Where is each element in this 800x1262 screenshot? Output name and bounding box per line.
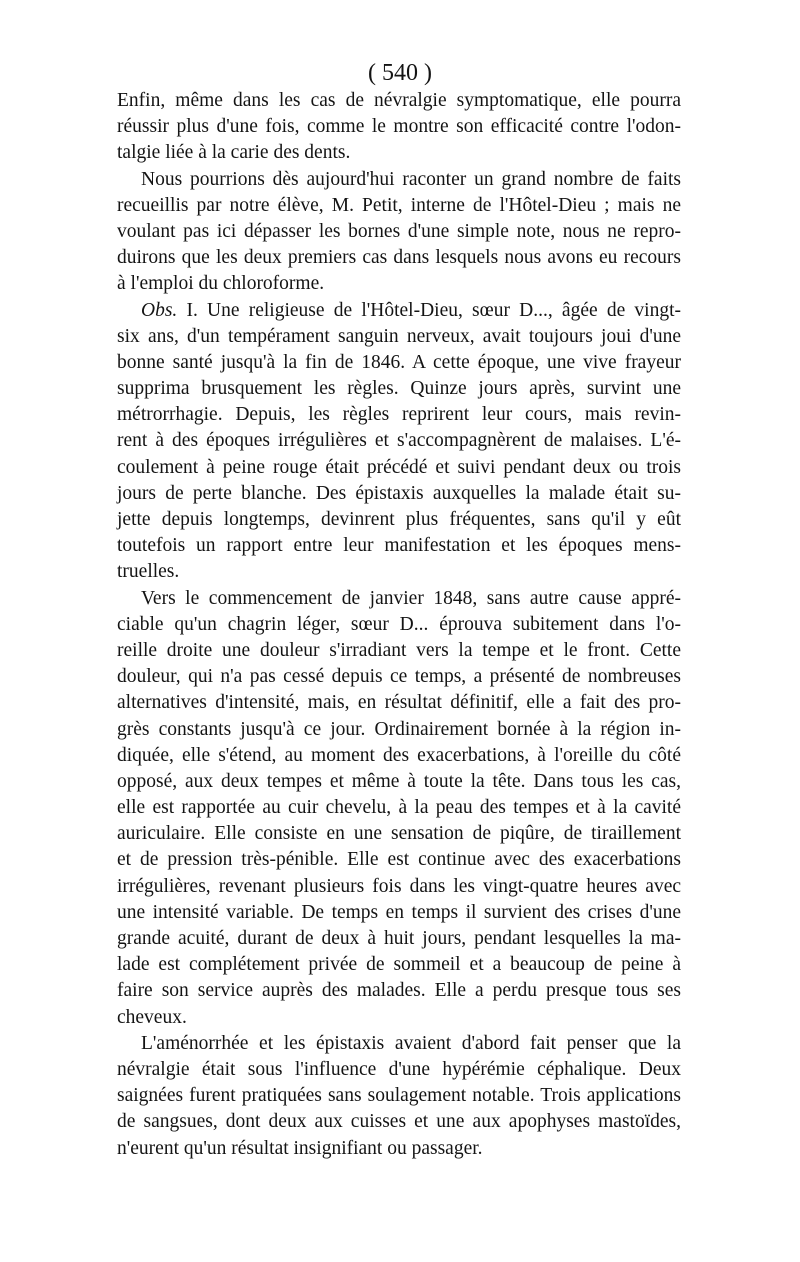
- paragraph: [117, 167, 681, 298]
- line-text: ciable qu'un chagrin léger, sœur D... éprouva subitement dans l'o-: [117, 613, 681, 635]
- line-text: à l'emploi du chloroforme.: [117, 273, 325, 295]
- text-line: [117, 140, 681, 166]
- text-line: [117, 926, 681, 952]
- text-line: [117, 1083, 681, 1109]
- line-text: diquée, elle s'étend, au moment des exacerbations, à l'oreille du côté: [117, 744, 681, 766]
- text-line: [117, 167, 681, 193]
- line-text: elle est rapportée au cuir chevelu, à la peau des tempes et à la cavité: [117, 797, 681, 819]
- text-line: [117, 690, 681, 716]
- page-number: ( 540 ): [368, 60, 432, 86]
- body-text: [117, 88, 681, 1162]
- line-text: grès constants jusqu'à ce jour. Ordinairement bornée à la région in-: [117, 718, 681, 740]
- text-line: [117, 324, 681, 350]
- paragraph: [117, 298, 681, 586]
- text-line: [117, 219, 681, 245]
- text-line: [117, 664, 681, 690]
- text-line: [117, 795, 681, 821]
- line-text: bonne santé jusqu'à la fin de 1846. A cette époque, une vive frayeur: [117, 351, 681, 373]
- text-line: [117, 271, 681, 297]
- line-text: voulant pas ici dépasser les bornes d'une simple note, nous ne repro-: [117, 220, 681, 242]
- text-line: [117, 952, 681, 978]
- text-line: [117, 821, 681, 847]
- text-line: [117, 612, 681, 638]
- line-text: cheveux.: [117, 1006, 187, 1028]
- line-text: réussir plus d'une fois, comme le montre son efficacité contre l'odon-: [117, 116, 681, 138]
- text-line: [117, 586, 681, 612]
- line-text: reille droite une douleur s'irradiant vers la tempe et le front. Cette: [117, 639, 681, 661]
- text-line: [117, 350, 681, 376]
- text-line: [117, 114, 681, 140]
- line-text: duirons que les deux premiers cas dans lesquels nous avons eu recours: [117, 247, 681, 269]
- text-line: [117, 245, 681, 271]
- text-line: [117, 847, 681, 873]
- line-text: névralgie était sous l'influence d'une hypérémie céphalique. Deux: [117, 1058, 681, 1080]
- line-text: truelles.: [117, 561, 180, 583]
- text-line: [117, 455, 681, 481]
- line-text: n'eurent qu'un résultat insignifiant ou passager.: [117, 1137, 483, 1159]
- line-text: rent à des époques irrégulières et s'accompagnèrent de malaises. L'é-: [117, 430, 681, 452]
- text-line: [117, 1057, 681, 1083]
- line-text: Vers le commencement de janvier 1848, sans autre cause appré-: [141, 587, 681, 609]
- line-text: I. Une religieuse de l'Hôtel-Dieu, sœur D..., âgée de vingt-: [186, 299, 682, 321]
- paragraph: [117, 586, 681, 1031]
- text-line: [117, 481, 681, 507]
- line-text: auriculaire. Elle consiste en une sensation de piqûre, de tiraillement: [117, 823, 681, 845]
- text-line: [117, 559, 681, 585]
- text-line: [117, 874, 681, 900]
- text-line: [117, 507, 681, 533]
- line-text: supprima brusquement les règles. Quinze jours après, survint une: [117, 378, 681, 400]
- line-text: une intensité variable. De temps en temps il survient des crises d'une: [117, 901, 681, 923]
- line-text: grande acuité, durant de deux à huit jours, pendant lesquelles la ma-: [117, 928, 681, 949]
- line-text: alternatives d'intensité, mais, en résultat définitif, elle a fait des pro-: [117, 692, 681, 714]
- text-line: [117, 298, 681, 324]
- line-text: Nous pourrions dès aujourd'hui raconter un grand nombre de faits: [141, 168, 681, 190]
- text-line: [117, 376, 681, 402]
- text-line: [117, 1109, 681, 1135]
- line-text: six ans, d'un tempérament sanguin nerveux, avait toujours joui d'une: [117, 325, 681, 347]
- line-text: métrorrhagie. Depuis, les règles reprirent leur cours, mais revin-: [117, 404, 681, 426]
- paragraph: [117, 88, 681, 167]
- line-text: talgie liée à la carie des dents.: [117, 142, 351, 164]
- line-text: Enfin, même dans les cas de névralgie symptomatique, elle pourra: [117, 90, 681, 111]
- line-text: irrégulières, revenant plusieurs fois dans les vingt-quatre heures avec: [117, 875, 681, 897]
- line-text: faire son service auprès des malades. Elle a perdu presque tous ses: [117, 980, 681, 1002]
- text-line: [117, 1005, 681, 1031]
- line-text: opposé, aux deux tempes et même à toute la tête. Dans tous les cas,: [117, 770, 681, 792]
- observation-label: Obs.: [141, 299, 178, 321]
- text-line: [117, 769, 681, 795]
- text-line: [117, 717, 681, 743]
- text-line: [117, 638, 681, 664]
- line-text: coulement à peine rouge était précédé et suivi pendant deux ou trois: [117, 456, 681, 478]
- text-line: [117, 88, 681, 114]
- line-text: recueillis par notre élève, M. Petit, interne de l'Hôtel-Dieu ; mais ne: [117, 194, 681, 216]
- line-text: et de pression très-pénible. Elle est continue avec des exacerbations: [117, 849, 681, 871]
- text-line: [117, 1031, 681, 1057]
- line-text: jours de perte blanche. Des épistaxis auxquelles la malade était su-: [117, 482, 681, 504]
- text-line: [117, 193, 681, 219]
- line-text: L'aménorrhée et les épistaxis avaient d'abord fait penser que la: [141, 1032, 681, 1054]
- text-line: [117, 743, 681, 769]
- text-line: [117, 428, 681, 454]
- text-line: [117, 533, 681, 559]
- text-line: [117, 1136, 681, 1162]
- text-line: [117, 900, 681, 926]
- line-text: jette depuis longtemps, devinrent plus fréquentes, sans qu'il y eût: [117, 509, 681, 530]
- line-text: de sangsues, dont deux aux cuisses et une aux apophyses mastoïdes,: [117, 1111, 681, 1133]
- line-text: douleur, qui n'a pas cessé depuis ce temps, a présenté de nombreuses: [117, 666, 681, 688]
- text-line: [117, 978, 681, 1004]
- line-text: toutefois un rapport entre leur manifestation et les époques mens-: [117, 535, 681, 557]
- text-line: [117, 402, 681, 428]
- line-text: saignées furent pratiquées sans soulagement notable. Trois applications: [117, 1085, 681, 1107]
- line-text: lade est complétement privée de sommeil et a beaucoup de peine à: [117, 954, 681, 976]
- paragraph: [117, 1031, 681, 1162]
